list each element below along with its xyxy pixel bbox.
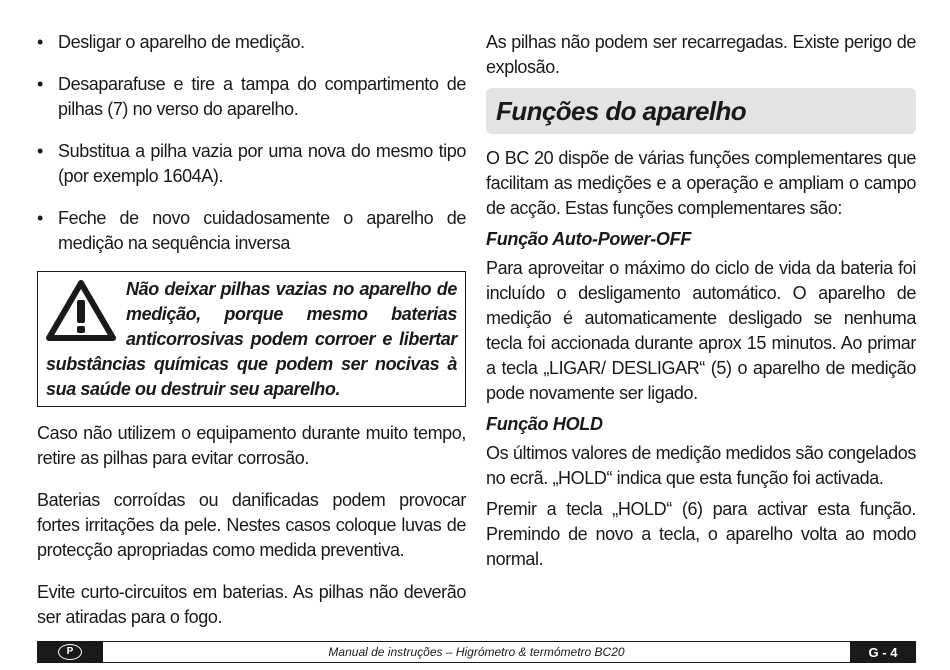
list-item-text: Desaparafuse e tire a tampa do compartimento de pilhas (7) no verso do aparelho. xyxy=(58,74,466,119)
paragraph-auto-power-off: Para aproveitar o máximo do ciclo de vida da bateria foi incluído o desligamento automático. O aparelho de medição é automaticamente desligado se nenhuma tecla foi accionada durante aprox 15 minutos. Ao primar a tecla „LIGAR/ DESLIGAR“ (5) o aparelho de medição pode novamente ser ligado. xyxy=(486,258,916,403)
list-item-text: Desligar o aparelho de medição. xyxy=(58,32,305,52)
bullet: • xyxy=(37,141,43,161)
paragraph-hold-2: Premir a tecla „HOLD“ (6) para activar esta função. Premindo de novo a tecla, o aparelho volta ao modo normal. xyxy=(486,499,916,569)
list-item-text: Substitua a pilha vazia por uma nova do mesmo tipo (por exemplo 1604A). xyxy=(58,141,466,186)
list-item xyxy=(37,206,466,256)
section-title: Funções do aparelho xyxy=(486,88,916,134)
footer-title: Manual de instruções – Higrómetro & termómetro BC20 xyxy=(328,645,625,659)
warning-triangle-icon xyxy=(46,280,116,342)
warning-box xyxy=(37,271,466,407)
paragraph-short-circuit: Evite curto-circuitos em baterias. As pilhas não deverão ser atiradas para o fogo. xyxy=(37,582,466,627)
subheading-auto-power-off: Função Auto-Power-OFF xyxy=(486,229,692,249)
paragraph-functions-intro: O BC 20 dispõe de várias funções complementares que facilitam as medições e a operação e ampliam o campo de acção. Estas funções complementares são: xyxy=(486,148,916,218)
list-item xyxy=(37,139,466,189)
page-number: G - 4 xyxy=(850,642,916,662)
bullet: • xyxy=(37,208,43,228)
right-column xyxy=(486,30,916,572)
language-badge-label: P xyxy=(58,644,82,660)
list-item xyxy=(37,72,466,122)
list-item-text: Feche de novo cuidadosamente o aparelho de medição na sequência inversa xyxy=(58,208,466,253)
paragraph-storage: Caso não utilizem o equipamento durante muito tempo, retire as pilhas para evitar corrosão. xyxy=(37,423,466,468)
subheading-hold: Função HOLD xyxy=(486,414,603,434)
paragraph-corrosion: Baterias corroídas ou danificadas podem provocar fortes irritações da pele. Nestes casos coloque luvas de protecção apropriadas como medida preventiva. xyxy=(37,490,466,560)
bullet: • xyxy=(37,32,43,52)
left-column xyxy=(37,30,466,647)
page-footer xyxy=(37,641,916,663)
paragraph-recharge-warning: As pilhas não podem ser recarregadas. Existe perigo de explosão. xyxy=(486,32,916,77)
warning-text: Não deixar pilhas vazias no aparelho de medição, porque mesmo baterias anticorrosivas podem corroer e libertar substâncias químicas que podem ser nocivas à sua saúde ou destruir seu aparelho. xyxy=(46,279,457,399)
bullet: • xyxy=(37,74,43,94)
paragraph-hold-1: Os últimos valores de medição medidos são congelados no ecrã. „HOLD“ indica que esta função foi activada. xyxy=(486,443,916,488)
language-badge xyxy=(37,642,103,662)
battery-steps-list xyxy=(37,30,466,256)
list-item xyxy=(37,30,466,55)
